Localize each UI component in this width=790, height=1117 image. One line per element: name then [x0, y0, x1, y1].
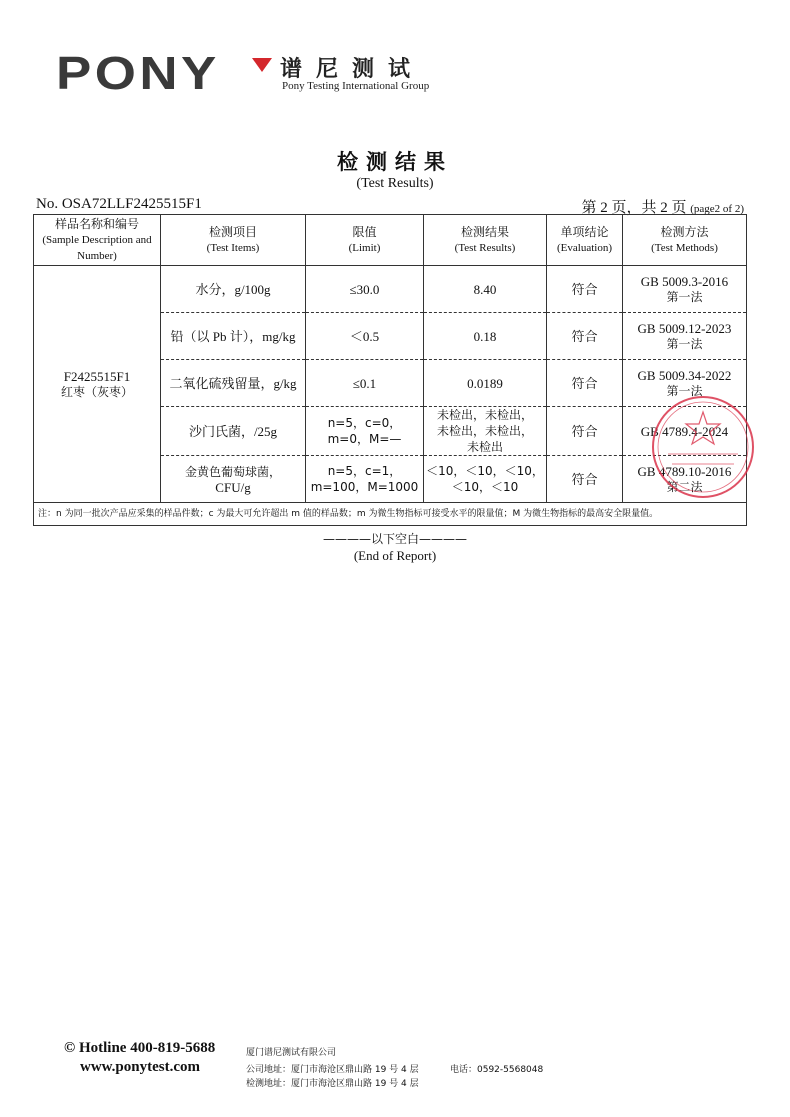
company-logo [56, 47, 430, 100]
brand-name-en: Pony Testing International Group [282, 80, 430, 92]
header-evaluation: 单项结论 (Evaluation) [547, 215, 623, 266]
brand-name-cn: 谱尼测试 [280, 57, 425, 82]
method-value: GB 5009.3-2016 第一法 [623, 266, 747, 313]
header-test-methods: 检测方法 (Test Methods) [623, 215, 747, 266]
result-value: 0.0189 [424, 360, 547, 407]
header-sample: 样品名称和编号 (Sample Description and Number) [34, 215, 161, 266]
method-value: GB 4789.4-2024 [623, 407, 747, 456]
page-indicator-en: (page2 of 2) [690, 203, 744, 215]
page-title-cn: 检测结果 [337, 150, 453, 174]
evaluation-value: 符合 [547, 313, 623, 360]
test-item: 沙门氏菌，/25g [161, 407, 306, 456]
limit-value: ≤30.0 [306, 266, 424, 313]
footer-website: www.ponytest.com [80, 1059, 200, 1075]
inspection-stamp-icon [648, 392, 758, 502]
table-header-row [34, 215, 747, 266]
result-value: ＜10，＜10，＜10， ＜10，＜10 [424, 456, 547, 503]
limit-value: n=5，c=1， m=100，M=1000 [306, 456, 424, 503]
test-item: 二氧化硫残留量，g/kg [161, 360, 306, 407]
limit-value: ＜0.5 [306, 313, 424, 360]
result-value: 未检出，未检出， 未检出，未检出， 未检出 [424, 407, 547, 456]
header-limit: 限值 (Limit) [306, 215, 424, 266]
table-note-row [34, 503, 747, 526]
page-indicator-cn: 第 2 页，共 2 页 [581, 200, 687, 216]
logo-triangle-icon [252, 58, 272, 72]
evaluation-value: 符合 [547, 266, 623, 313]
footer-phone: 电话：0592-5568048 [450, 1065, 544, 1075]
method-value: GB 5009.12-2023 第一法 [623, 313, 747, 360]
header-test-results: 检测结果 (Test Results) [424, 215, 547, 266]
copyright-icon: © [64, 1040, 76, 1056]
test-item: 金黄色葡萄球菌， CFU/g [161, 456, 306, 503]
end-of-report-en: (End of Report) [353, 548, 437, 563]
result-value: 8.40 [424, 266, 547, 313]
header-test-items: 检测项目 (Test Items) [161, 215, 306, 266]
result-value: 0.18 [424, 313, 547, 360]
page-title-en: (Test Results) [356, 176, 434, 191]
footer-hotline: © Hotline 400-819-5688 [64, 1040, 216, 1056]
sample-cell [34, 266, 161, 503]
results-table [33, 214, 747, 526]
footer-company: 厦门谱尼测试有限公司 [246, 1048, 337, 1058]
report-number: No. OSA72LLF2425515F1 [36, 196, 202, 212]
logo-wordmark: PONY [56, 47, 220, 99]
end-of-report-cn: ————以下空白———— [322, 532, 467, 546]
evaluation-value: 符合 [547, 456, 623, 503]
table-row [34, 266, 747, 313]
method-value: GB 5009.34-2022 第一法 [623, 360, 747, 407]
table-note: 注：n 为同一批次产品应采集的样品件数；c 为最大可允许超出 m 值的样品数；m 为微生物指标可接受水平的限量值；M 为微生物指标的最高安全限量值。 [34, 503, 747, 526]
test-item: 铅（以 Pb 计），mg/kg [161, 313, 306, 360]
limit-value: ≤0.1 [306, 360, 424, 407]
footer-lab-address: 检测地址：厦门市海沧区鼎山路 19 号 4 层 [246, 1079, 419, 1089]
footer-company-address: 公司地址：厦门市海沧区鼎山路 19 号 4 层 [246, 1065, 419, 1075]
sample-name: 红枣（灰枣） [60, 384, 133, 399]
test-item: 水分，g/100g [161, 266, 306, 313]
evaluation-value: 符合 [547, 407, 623, 456]
limit-value: n=5，c=0， m=0，M=— [306, 407, 424, 456]
method-value: GB 4789.10-2016 第二法 [623, 456, 747, 503]
evaluation-value: 符合 [547, 360, 623, 407]
sample-number: F2425515F1 [63, 368, 131, 384]
